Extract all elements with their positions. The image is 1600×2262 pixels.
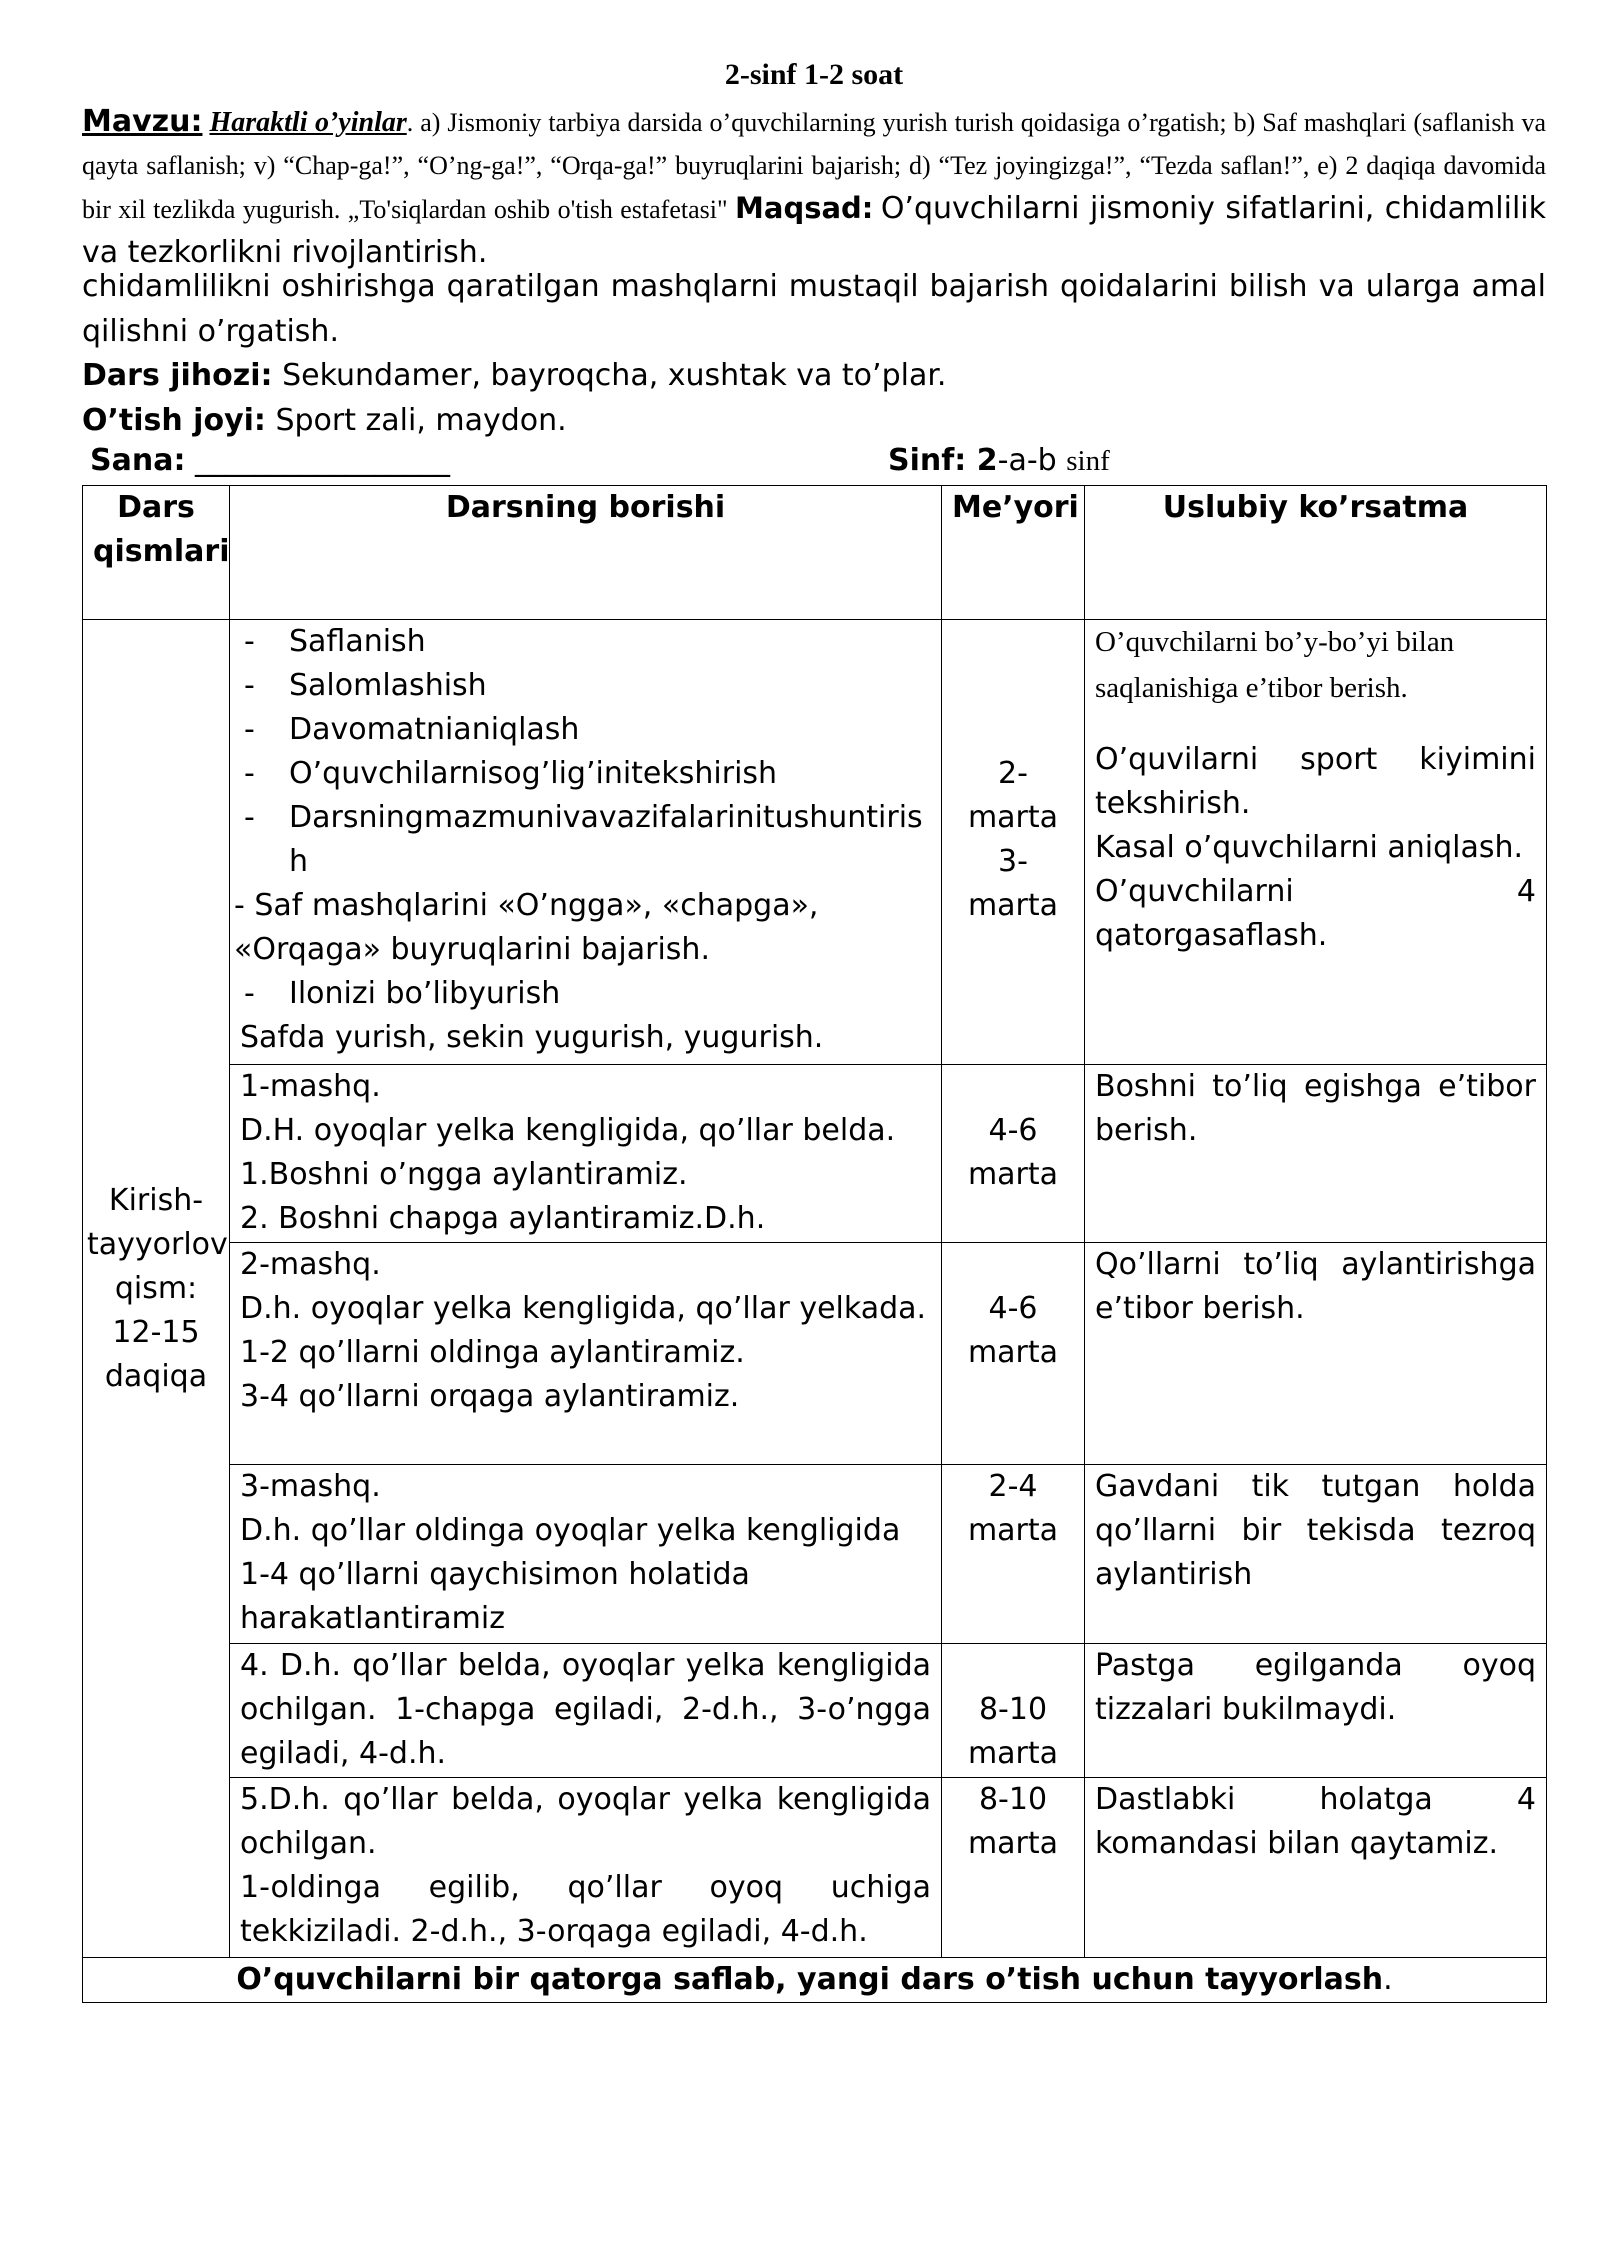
table-row (83, 1243, 1547, 1465)
mavzu-topic: Haraktli o’yinlar (209, 107, 407, 138)
meyor-value: 3-marta (967, 844, 1059, 923)
list-item: - Salomlashish (240, 664, 931, 708)
meyor-cell: 4-6 marta (942, 1065, 1085, 1243)
borishi-cell (230, 1243, 942, 1465)
borishi-line: 2. Boshni chapga aylantiramiz.D.h. (240, 1201, 766, 1236)
sinf-suffix: sinf (1066, 445, 1110, 477)
borishi-cell (230, 1465, 942, 1644)
list-item: - Davomatnianiqlash (240, 708, 931, 752)
goal-paragraph: chidamlilikni oshirishga qaratilgan mashqlarni mustaqil bajarish qoidalarini bilish va ularga amal qilishni o’rgatish. (82, 269, 1546, 349)
sinf-field (888, 443, 1110, 478)
table-row (83, 1644, 1547, 1778)
borishi-line: 1-4 qo’llarni qaychisimon holatida harakatlantiramiz (240, 1557, 750, 1636)
saf-line: - Saf mashqlarini «O’ngga», «chapga», «Orqaga» buyruqlarini bajarish. (234, 888, 819, 967)
table-footer-row (83, 1958, 1547, 2003)
borishi-cell (230, 620, 942, 1065)
meyor-cell: 8-10 marta (942, 1778, 1085, 1958)
meyor-value: 2-marta (967, 756, 1059, 835)
uslubiy-text: O’quvilarni sport kiyimini tekshirish. (1095, 742, 1536, 821)
mavzu-text: . a) Jismoniy tarbiya darsida o’quvchilarning yurish turish qoidasiga o’rgatish; b) Saf mashqlari (saflanish va qayta saflanish; v) “Chap-ga!”, “O’ng-ga!”, “Orqa-ga!” buyruqlarini bajarish; d) “Tez joyingizga!”, “Tezda saflan!”, e) 2 daqiqa davomida bir xil tezlikda yugurish. „To'siqlardan oshib o'tish estafetasi" (82, 108, 1547, 224)
qism-label: Kirish-tayyorlov qism: 12-15 daqiqa (87, 1182, 228, 1394)
otish-joyi (82, 398, 1546, 443)
borishi-cell (230, 1644, 942, 1778)
borishi-line: D.h. oyoqlar yelka kengligida, qo’llar yelkada. (240, 1291, 927, 1326)
table-row (83, 1465, 1547, 1644)
header-darsning-borishi: Darsning borishi (230, 486, 942, 620)
uslubiy-cell: Qo’llarni to’liq aylantirishga e’tibor berish. (1085, 1243, 1547, 1465)
meyor-cell (942, 620, 1085, 1065)
footer-text: O’quvchilarni bir qatorga saflab, yangi dars o’tish uchun tayyorlash (236, 1962, 1384, 1997)
maqsad-text: O’quvchilarni jismoniy sifatlarini, chidamlilik va tezkorlikni rivojlantirish. (82, 191, 1546, 270)
uslubiy-text: saqlanishiga e’tibor berish. (1095, 672, 1408, 704)
uslubiy-text: O’quvchilarni 4 qatorgasaflash. (1095, 874, 1536, 953)
table-row (83, 1778, 1547, 1958)
borishi-cell (230, 1065, 942, 1243)
table-row (83, 1065, 1547, 1243)
table-header-row (83, 486, 1547, 620)
borishi-cell (230, 1778, 942, 1958)
uslubiy-cell (1085, 620, 1547, 1065)
list-item: - Darsningmazmunivavazifalarinitushuntirish (240, 796, 931, 884)
intro-list (240, 620, 931, 884)
maqsad-label: Maqsad: (735, 191, 874, 225)
lesson-plan-table (82, 485, 1547, 2003)
borishi-line: 1-mashq. (240, 1069, 381, 1104)
borishi-line: 4. D.h. qo’llar belda, oyoqlar yelka kengligida ochilgan. 1-chapga egiladi, 2-d.h., 3-o’ngga egiladi, 4-d.h. (240, 1648, 931, 1771)
borishi-line: 1-2 qo’llarni oldinga aylantiramiz. (240, 1335, 745, 1370)
sinf-label: Sinf: 2 (888, 443, 998, 478)
last-line: Safda yurish, sekin yugurish, yugurish. (240, 1020, 824, 1055)
dars-jihozi (82, 353, 1546, 398)
uslubiy-text: Kasal o’quvchilarni aniqlash. (1095, 830, 1524, 865)
borishi-line: D.h. qo’llar oldinga oyoqlar yelka kengligida (240, 1513, 901, 1548)
uslubiy-cell: Pastga egilganda oyoq tizzalari bukilmaydi. (1085, 1644, 1547, 1778)
sana-label: Sana: (90, 443, 186, 478)
uslubiy-cell: Boshni to’liq egishga e’tibor berish. (1085, 1065, 1547, 1243)
borishi-line: 3-4 qo’llarni orqaga aylantiramiz. (240, 1379, 740, 1414)
qism-cell (83, 620, 230, 1958)
list-item: - O’quvchilarnisog’lig’initekshirish (240, 752, 931, 796)
uslubiy-text: O’quvchilarni bo’y-bo’yi bilan (1095, 626, 1455, 658)
page-title: 2-sinf 1-2 soat (724, 58, 904, 91)
dars-jihozi-value: Sekundamer, bayroqcha, xushtak va to’plar. (272, 358, 947, 393)
meyor-cell: 8-10 marta (942, 1644, 1085, 1778)
mavzu-label: Mavzu: (82, 104, 203, 139)
header-uslubiy: Uslubiy ko’rsatma (1085, 486, 1547, 620)
footer-cell (83, 1958, 1547, 2003)
borishi-line: 2-mashq. (240, 1247, 381, 1282)
header-meyori: Me’yori (942, 486, 1085, 620)
footer-dot: . (1383, 1962, 1393, 1997)
uslubiy-cell: Gavdani tik tutgan holda qo’llarni bir tekisda tezroq aylantirish (1085, 1465, 1547, 1644)
borishi-line: 1-oldinga egilib, qo’llar oyoq uchiga tekkiziladi. 2-d.h., 3-orqaga egiladi, 4-d.h. (240, 1870, 931, 1949)
header-dars-qismlari: Dars qismlari (83, 486, 230, 620)
meyor-cell: 2-4 marta (942, 1465, 1085, 1644)
borishi-line: 1.Boshni o’ngga aylantiramiz. (240, 1157, 688, 1192)
table-row (83, 620, 1547, 1065)
sana-field (90, 443, 450, 478)
borishi-line: 3-mashq. (240, 1469, 381, 1504)
borishi-line: 5.D.h. qo’llar belda, oyoqlar yelka kengligida ochilgan. (240, 1782, 931, 1861)
otish-joyi-value: Sport zali, maydon. (265, 403, 567, 438)
uslubiy-cell: Dastlabki holatga 4 komandasi bilan qaytamiz. (1085, 1778, 1547, 1958)
dars-jihozi-label: Dars jihozi: (82, 358, 273, 393)
sana-blank: _________________ (185, 443, 450, 478)
otish-joyi-label: O’tish joyi: (82, 403, 266, 438)
meyor-cell: 4-6 marta (942, 1243, 1085, 1465)
list-item: - Saflanish (240, 620, 931, 664)
borishi-line: D.H. oyoqlar yelka kengligida, qo’llar belda. (240, 1113, 896, 1148)
intro-list-2 (240, 972, 931, 1016)
sinf-value: -a-b (997, 443, 1067, 478)
mavzu-paragraph (82, 100, 1546, 275)
list-item: - Ilonizi bo’libyurish (240, 972, 931, 1016)
